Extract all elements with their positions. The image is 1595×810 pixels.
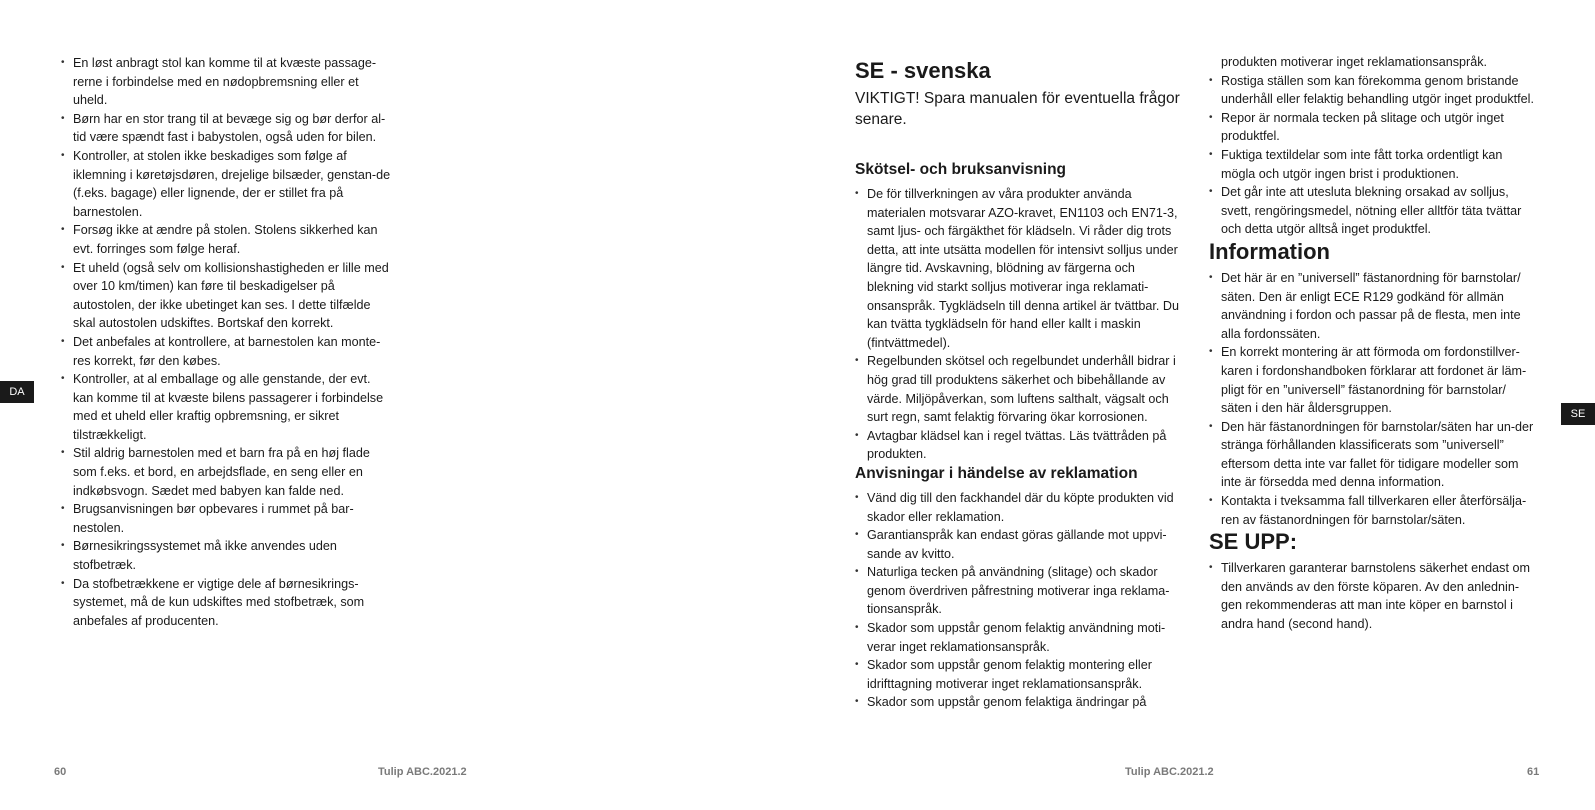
list-item: • Repor är normala tecken på slitage och utgör inget produktfel. bbox=[1209, 109, 1539, 146]
language-title: SE - svenska bbox=[855, 58, 991, 83]
language-tab-se: SE bbox=[1561, 403, 1595, 425]
claims-list-continued bbox=[1209, 72, 1539, 239]
list-item: • Regelbunden skötsel och regelbundet underhåll bidrar i hög grad till produktens säkerhet och bibehållande av värde. Miljöpåverkan, som luftens salthalt, vägsalt och surt regn, samt felaktig förvaring ökar korrosionen. bbox=[855, 352, 1180, 426]
list-item: • Vänd dig till den fackhandel där du köpte produkten vid skador eller reklamation. bbox=[855, 489, 1180, 526]
list-item: • Kontroller, at stolen ikke beskadiges som følge af iklemning i køretøjsdøren, drejelige bilsæder, genstan-de (f.eks. bagage) eller lignende, der er stillet fra på barnestolen. bbox=[61, 147, 391, 221]
list-item: • De för tillverkningen av våra produkter använda materialen motsvarar AZO-kravet, EN1103 och EN71-3, samt ljus- och färgäkthet för klädseln. Vi råder dig trots detta, att inte utsätta modellen för intensivt solljus under längre tid. Avskavning, blödning av färgerna och blekning vid starkt solljus motiverar inga reklamati-onsanspråk. Tygklädseln till denna artikel är tvättbar. Du kan tvätta tygklädseln för hand eller kallt i maskin (fintvättmedel). bbox=[855, 185, 1180, 352]
list-item: • Rostiga ställen som kan förekomma genom bristande underhåll eller felaktig behandling utgör inget produktfel. bbox=[1209, 72, 1539, 109]
list-item: • Skador som uppstår genom felaktiga ändringar på bbox=[855, 693, 1180, 712]
list-item: • Et uheld (også selv om kollisionshastigheden er lille med over 10 km/timen) kan føre til beskadigelser på autostolen, der ikke ubetinget kan ses. I dette tilfælde skal autostolen udskiftes. Bortskaf den korrekt. bbox=[61, 259, 391, 333]
list-item: • Brugsanvisningen bør opbevares i rummet på bar-nestolen. bbox=[61, 500, 391, 537]
claims-heading: Anvisningar i händelse av reklamation bbox=[855, 464, 1138, 482]
list-item: • Avtagbar klädsel kan i regel tvättas. Läs tvättråden på produkten. bbox=[855, 427, 1180, 464]
intro-text: VIKTIGT! Spara manualen för eventuella frågor senare. bbox=[855, 90, 1180, 128]
list-item: • En løst anbragt stol kan komme til at kvæste passage-rerne i forbindelse med en nødopbremsning eller et uheld. bbox=[61, 54, 391, 110]
list-item: • Kontroller, at al emballage og alle genstande, der evt. kan komme til at kvæste bilens passagerer i forbindelse med et uheld eller kraftig opbremsning, er sikret tilstrækkeligt. bbox=[61, 370, 391, 444]
page-number-left: 60 bbox=[54, 766, 67, 778]
list-item: • Det anbefales at kontrollere, at barnestolen kan monte-res korrekt, før den købes. bbox=[61, 333, 391, 370]
list-item: • Garantianspråk kan endast göras gällande mot uppvi-sande av kvitto. bbox=[855, 526, 1180, 563]
list-item: • Da stofbetrækkene er vigtige dele af børnesikrings-systemet, må de kun udskiftes med stofbetræk, som anbefales af producenten. bbox=[61, 575, 391, 631]
list-item: • Børnesikringssystemet må ikke anvendes uden stofbetræk. bbox=[61, 537, 391, 574]
warning-heading: SE UPP: bbox=[1209, 529, 1298, 555]
claims-continued-text: produkten motiverar inget reklamationsanspråk. bbox=[1221, 55, 1487, 69]
list-item: • Tillverkaren garanterar barnstolens säkerhet endast om den används av den förste köparen. Av den anlednin-gen rekommenderas att man inte köper en barnstol i andra hand (second hand). bbox=[1209, 559, 1539, 633]
swedish-column-2 bbox=[1209, 53, 1539, 634]
footer-title-right: Tulip ABC.2021.2 bbox=[1125, 766, 1214, 778]
list-item: • Skador som uppstår genom felaktig montering eller idrifttagning motiverar inget reklamationsanspråk. bbox=[855, 656, 1180, 693]
list-item: • Fuktiga textildelar som inte fått torka ordentligt kan mögla och utgör ingen brist i produktionen. bbox=[1209, 146, 1539, 183]
warning-list bbox=[1209, 559, 1539, 633]
list-item: • Skador som uppstår genom felaktig användning moti-verar inget reklamationsanspråk. bbox=[855, 619, 1180, 656]
information-list bbox=[1209, 269, 1539, 529]
information-heading: Information bbox=[1209, 238, 1330, 264]
claims-list bbox=[855, 489, 1180, 712]
care-list bbox=[855, 185, 1180, 464]
list-item: • Den här fästanordningen för barnstolar/säten har un-der stränga förhållanden klassificerats som ”universell” eftersom detta inte var fallet för tidigare modeller som inte är försedda med denna information. bbox=[1209, 418, 1539, 492]
swedish-column-1 bbox=[855, 58, 1180, 712]
list-item: • Kontakta i tveksamma fall tillverkaren eller återförsälja-ren av fästanordningen för barnstolar/säten. bbox=[1209, 492, 1539, 529]
care-heading: Skötsel- och bruksanvisning bbox=[855, 161, 1067, 178]
list-item: • Det här är en ”universell” fästanordning för barnstolar/ säten. Den är enligt ECE R129 godkänd för allmän användning i fordon och passar på de flesta, men inte alla fordonssäten. bbox=[1209, 269, 1539, 343]
footer-title-left: Tulip ABC.2021.2 bbox=[378, 766, 467, 778]
list-item: • En korrekt montering är att förmoda om fordonstillver-karen i fordonshandboken förklarar att fordonet är läm-pligt för en ”universell” fästanordning för barnstolar/ säten i den här åldersgruppen. bbox=[1209, 343, 1539, 417]
language-tab-da: DA bbox=[0, 381, 34, 403]
list-item: • Børn har en stor trang til at bevæge sig og bør derfor al-tid være spændt fast i babystolen, også uden for bilen. bbox=[61, 110, 391, 147]
list-item: • Forsøg ikke at ændre på stolen. Stolens sikkerhed kan evt. forringes som følge heraf. bbox=[61, 221, 391, 258]
list-item: • Stil aldrig barnestolen med et barn fra på en høj flade som f.eks. et bord, en arbejdsflade, en seng eller en indkøbsvogn. Sædet med babyen kan falde ned. bbox=[61, 444, 391, 500]
list-item: • Det går inte att utesluta blekning orsakad av solljus, svett, rengöringsmedel, nötning eller alltför täta tvättar och detta utgör alltså inget produktfel. bbox=[1209, 183, 1539, 239]
list-item: • Naturliga tecken på användning (slitage) och skador genom överdriven påfrestning motiverar inga reklama-tionsanspråk. bbox=[855, 563, 1180, 619]
page-number-right: 61 bbox=[1527, 766, 1540, 778]
danish-safety-column bbox=[61, 54, 391, 630]
danish-safety-list bbox=[61, 54, 391, 630]
